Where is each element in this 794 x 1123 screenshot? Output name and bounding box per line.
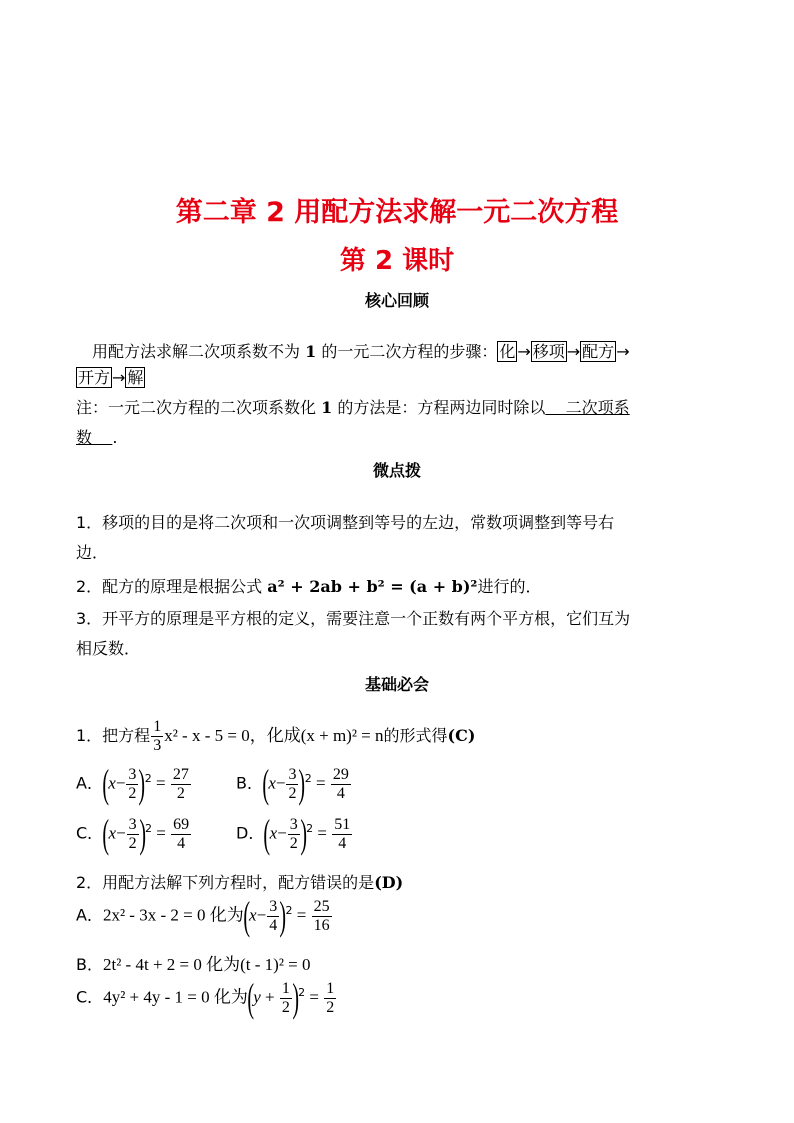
note-answer: 二次项系 xyxy=(545,398,630,417)
answer: (C) xyxy=(447,726,476,745)
review-note-line-2: 数 . xyxy=(76,428,118,447)
tip-3-line-1: 3．开平方的原理是平方根的定义，需要注意一个正数有两个平方根，它们互为 xyxy=(76,609,631,628)
question-2-option-c: C．4y² + 4y - 1 = 0 化为(y + $\frac{1}{2}$ )$^2$ = $\frac{1}{2}$ xyxy=(76,975,335,1020)
tip-2: 2．配方的原理是根据公式 a² + 2ab + b² = (a + b)²进行的． xyxy=(76,577,542,596)
tip-1-line-1: 1．移项的目的是将二次项和一次项调整到等号的左边，常数项调整到等号右 xyxy=(76,513,615,532)
chapter-title: 第二章 2 用配方法求解一元二次方程 xyxy=(175,197,619,228)
answer: (D) xyxy=(374,873,404,892)
tip-1-line-2: 边． xyxy=(76,543,109,562)
question-1-option-d: D．(x− $\frac{3}{2}$ )$^2$ = $\frac{51}{4}$ xyxy=(236,811,351,856)
section-heading-review: 核心回顾 xyxy=(364,291,429,310)
step-box: 配方 xyxy=(582,342,615,361)
lesson-subtitle: 第 2 课时 xyxy=(339,246,455,276)
step-box: 移项 xyxy=(532,342,565,361)
review-line-2: 开方 → 解 xyxy=(78,368,144,387)
question-1-option-c: C．(x− $\frac{3}{2}$ )$^2$ = $\frac{69}{4}$ xyxy=(76,811,190,856)
question-2-option-a: A．2x² - 3x - 2 = 0 化为(x− $\frac{3}{4}$ )$^2$ = $\frac{25}{16}$ xyxy=(76,893,330,938)
step-box: 解 xyxy=(127,368,144,387)
question-1-option-a: A．(x− $\frac{3}{2}$ )$^2$ = $\frac{27}{2}$ xyxy=(76,761,189,806)
section-heading-basics: 基础必会 xyxy=(364,675,429,694)
fraction: $\frac{1}{3}$ xyxy=(153,718,162,754)
question-1-option-b: B．(x− $\frac{3}{2}$ )$^2$ = $\frac{29}{4}$ xyxy=(236,761,349,806)
formula: a² + 2ab + b² = (a + b)² xyxy=(267,577,478,596)
section-heading-tips: 微点拨 xyxy=(372,461,421,480)
review-note-line-1: 注：一元二次方程的二次项系数化 1 的方法是：方程两边同时除以 二次项系 xyxy=(76,398,630,417)
tip-3-line-2: 相反数． xyxy=(76,639,141,658)
note-answer: 数 xyxy=(76,428,113,447)
step-box: 开方 xyxy=(78,368,111,387)
review-line-1: 用配方法求解二次项系数不为 1 的一元二次方程的步骤： 化 → 移项 → 配方 → xyxy=(92,342,630,361)
question-2-option-b: B．2t² - 4t + 2 = 0 化为(t - 1)² = 0 xyxy=(76,955,311,974)
question-2-stem: 2．用配方法解下列方程时，配方错误的是(D) xyxy=(76,873,404,892)
question-1-stem: 1．把方程 $\frac{1}{3}$ x² - x - 5 = 0，化成(x + m)² = n的形式得(C) xyxy=(76,718,476,754)
step-box: 化 xyxy=(499,342,516,361)
